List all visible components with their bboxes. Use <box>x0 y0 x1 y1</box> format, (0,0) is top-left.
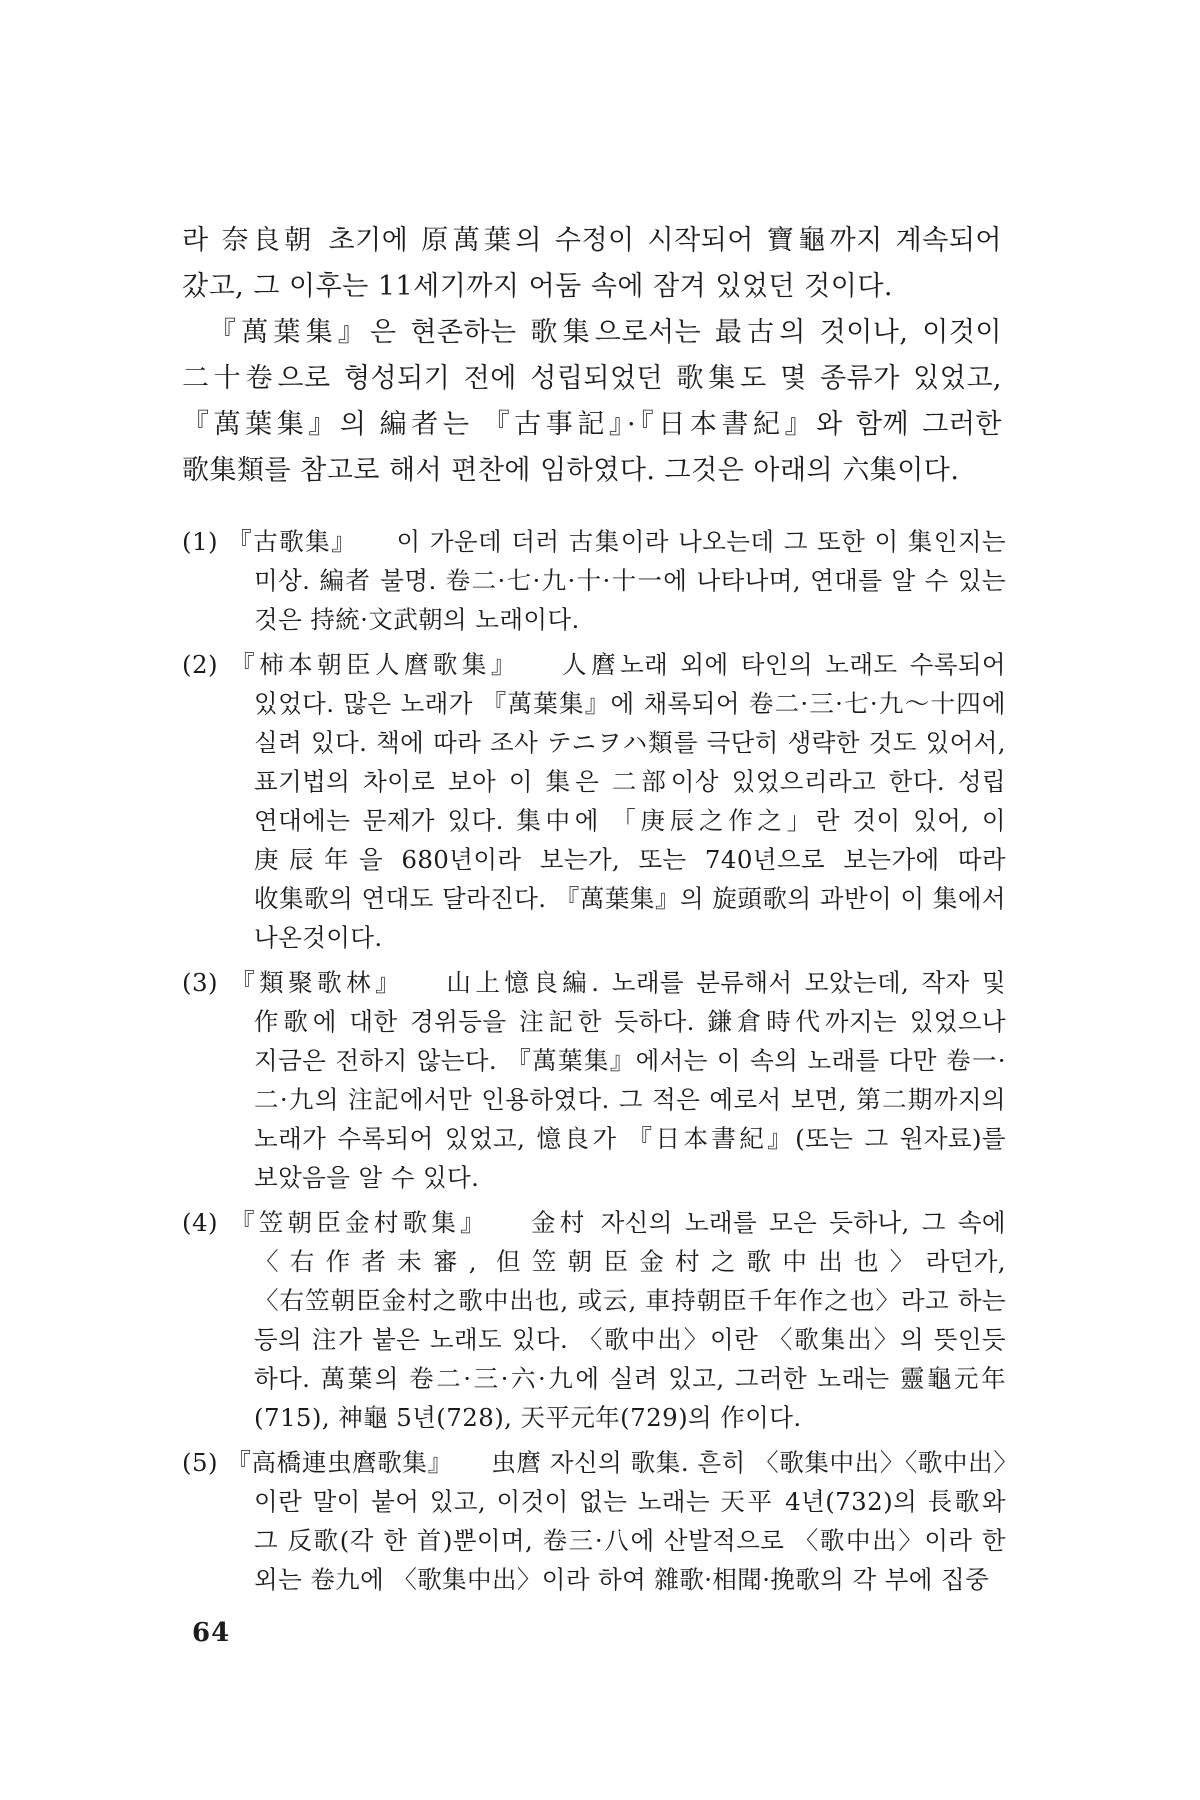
list-item-3 <box>182 963 1006 1197</box>
item-text: 山上憶良編. 노래를 분류해서 모았는데, 작자 및 作歌에 대한 경위등을 注記한 듯하다. 鎌倉時代까지는 있었으나 지금은 전하지 않는다. 『萬葉集』에서는 이 속의 노래를 다만 卷一·二·九의 注記에서만 인용하였다. 그 적은 예로서 보면, 第二期까지의 노래가 수록되어 있었고, 憶良가 『日本書紀』(또는 그 원자료)를 보았음을 알 수 있다. <box>254 968 1006 1192</box>
anthology-list <box>182 522 1006 1605</box>
item-text: 虫麿 자신의 歌集. 흔히 〈歌集中出〉〈歌中出〉이란 말이 붙어 있고, 이것이 없는 노래는 天平 4년(732)의 長歌와 그 反歌(각 한 首)뿐이며, 卷三·八에 산발적으로 〈歌中出〉이라 한 외는 卷九에 〈歌集中出〉이라 하여 雜歌·相聞·挽歌의 각 부에 집중 <box>254 1448 1006 1594</box>
body-text <box>182 218 1002 494</box>
item-number: (1) <box>182 527 218 556</box>
item-text: 人麿노래 외에 타인의 노래도 수록되어 있었다. 많은 노래가 『萬葉集』에 채록되어 卷二·三·七·九～十四에 실려 있다. 책에 따라 조사 テニヲハ類를 극단히 생략한 것도 있어서, 표기법의 차이로 보아 이 集은 二部이상 있었으리라고 한다. 성립 연대에는 문제가 있다. 集中에 「庚辰之作之」란 것이 있어, 이 庚辰年을 680년이라 보는가, 또는 740년으로 보는가에 따라 收集歌의 연대도 달라진다. 『萬葉集』의 旋頭歌의 과반이 이 集에서 나온것이다. <box>254 650 1006 952</box>
item-number: (2) <box>182 650 218 679</box>
list-item-5 <box>182 1443 1006 1599</box>
paragraph-continuation: 라 奈良朝 초기에 原萬葉의 수정이 시작되어 寶龜까지 계속되어 갔고, 그 이후는 11세기까지 어둠 속에 잠겨 있었던 것이다. <box>182 225 1002 302</box>
list-item-2 <box>182 645 1006 957</box>
item-title: 『類聚歌林』 <box>230 968 405 997</box>
item-title: 『笠朝臣金村歌集』 <box>229 1208 489 1237</box>
item-text: 金村 자신의 노래를 모은 듯하나, 그 속에 〈右作者未審, 但笠朝臣金村之歌中出也〉라던가, 〈右笠朝臣金村之歌中出也, 或云, 車持朝臣千年作之也〉라고 하는 등의 注가 붙은 노래도 있다. 〈歌中出〉이란 〈歌集出〉의 뜻인듯 하다. 萬葉의 卷二·三·六·九에 실려 있고, 그러한 노래는 靈龜元年(715), 神龜 5년(728), 天平元年(729)의 作이다. <box>254 1208 1006 1432</box>
page-number: 64 <box>192 1618 231 1648</box>
list-item-4 <box>182 1203 1006 1437</box>
item-number: (5) <box>182 1448 218 1477</box>
item-number: (4) <box>182 1208 218 1237</box>
paragraph-manyoshu-intro: 『萬葉集』은 현존하는 歌集으로서는 最古의 것이나, 이것이 二十卷으로 형성되기 전에 성립되었던 歌集도 몇 종류가 있었고, 『萬葉集』의 編者는 『古事記』·『日本書紀』와 함께 그러한 歌集類를 참고로 해서 편찬에 임하였다. 그것은 아래의 六集이다. <box>182 317 1002 486</box>
list-item-1 <box>182 522 1006 639</box>
item-title: 『柿本朝臣人麿歌集』 <box>230 650 520 679</box>
item-title: 『古歌集』 <box>227 527 358 556</box>
item-text: 이 가운데 더러 古集이라 나오는데 그 또한 이 集인지는 미상. 編者 불명. 卷二·七·九·十·十一에 나타나며, 연대를 알 수 있는 것은 持統·文武朝의 노래이다. <box>254 527 1006 634</box>
item-title: 『高橋連虫麿歌集』 <box>226 1448 453 1477</box>
item-number: (3) <box>182 968 218 997</box>
